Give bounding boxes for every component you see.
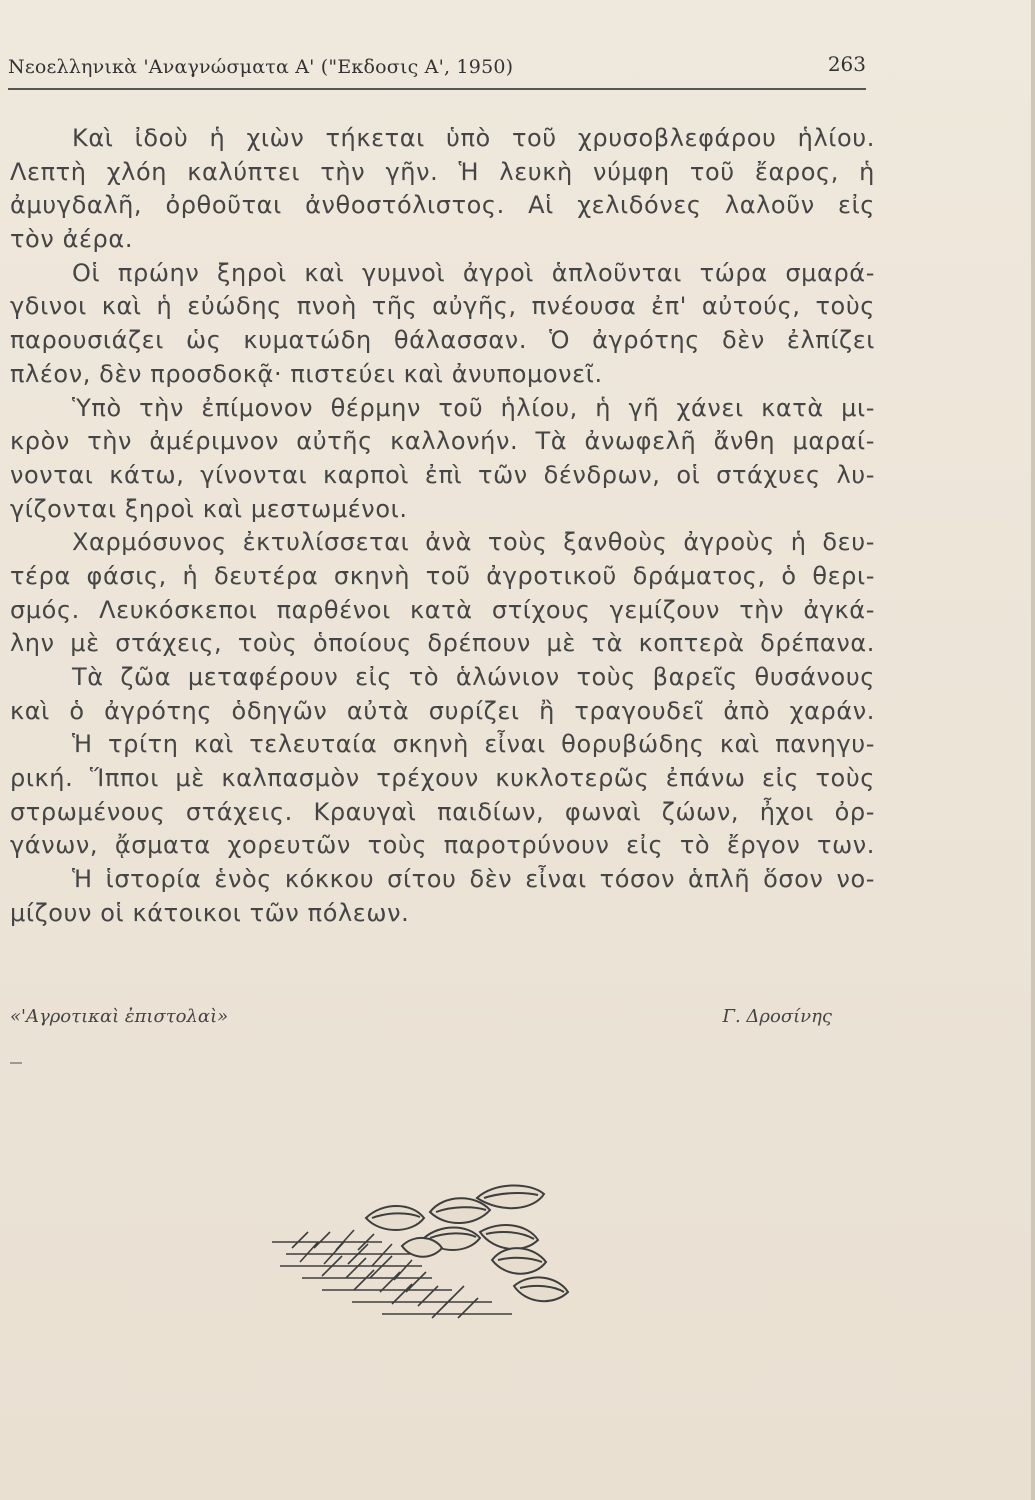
running-header bbox=[8, 52, 866, 86]
text-line: Χαρμόσυνος ἐκτυλίσσεται ἀνὰ τοὺς ξανθοὺς ἀγροὺς ἡ δευ- bbox=[72, 528, 875, 557]
text-line: πλέον, δὲν προσδοκᾷ· πιστεύει καὶ ἀνυπομονεῖ. bbox=[10, 359, 603, 388]
text-line: γίζονται ξηροὶ καὶ μεστωμένοι. bbox=[10, 494, 408, 523]
text-line: ἀμυγδαλῆ, ὀρθοῦται ἀνθοστόλιστος. Αἱ χελιδόνες λαλοῦν εἰς bbox=[10, 191, 875, 220]
article-body bbox=[10, 122, 875, 931]
book-title: Νεοελληνικὰ 'Αναγνώσματα Α' ("Εκδοσις Α', 1950) bbox=[8, 56, 514, 78]
page-number: 263 bbox=[827, 52, 866, 76]
text-line: γδινοι καὶ ἡ εὐώδης πνοὴ τῆς αὐγῆς, πνέουσα ἐπ' αὐτούς, τοὺς bbox=[10, 292, 875, 321]
text-line: ρική. Ἵπποι μὲ καλπασμὸν τρέχουν κυκλοτερῶς ἐπάνω εἰς τοὺς bbox=[10, 764, 875, 793]
source-title: «'Αγροτικαὶ ἐπιστολαὶ» bbox=[10, 1006, 229, 1027]
header-rule bbox=[8, 88, 866, 90]
text-line: λην μὲ στάχεις, τοὺς ὁποίους δρέπουν μὲ τὰ κοπτερὰ δρέπανα. bbox=[10, 629, 875, 658]
text-line: Ἡ τρίτη καὶ τελευταία σκηνὴ εἶναι θορυβώδης καὶ πανηγυ- bbox=[72, 730, 875, 759]
text-line: κρὸν τὴν ἀμέριμνον αὐτῆς καλλονήν. Τὰ ἀνωφελῆ ἄνθη μαραί- bbox=[10, 427, 875, 456]
text-line: Ἡ ἱστορία ἑνὸς κόκκου σίτου δὲν εἶναι τόσον ἁπλῆ ὅσον νο- bbox=[72, 865, 875, 894]
text-line: τέρα φάσις, ἡ δευτέρα σκηνὴ τοῦ ἀγροτικοῦ δράματος, ὁ θερι- bbox=[10, 561, 875, 590]
margin-mark bbox=[10, 1062, 22, 1064]
text-line: σμός. Λευκόσκεποι παρθένοι κατὰ στίχους γεμίζουν τὴν ἀγκά- bbox=[10, 595, 875, 624]
text-line: νονται κάτω, γίνονται καρποὶ ἐπὶ τῶν δένδρων, οἱ στάχυες λυ- bbox=[10, 460, 875, 489]
text-line: τὸν ἀέρα. bbox=[10, 225, 134, 254]
wheat-grains-illustration-icon bbox=[262, 1180, 592, 1330]
text-line: Οἱ πρώην ξηροὶ καὶ γυμνοὶ ἀγροὶ ἁπλοῦνται τώρα σμαρά- bbox=[72, 258, 875, 287]
text-line: Τὰ ζῶα μεταφέρουν εἰς τὸ ἁλώνιον τοὺς βαρεῖς θυσάνους bbox=[72, 663, 875, 691]
text-line: παρουσιάζει ὡς κυματώδη θάλασσαν. Ὁ ἀγρότης δὲν ἐλπίζει bbox=[10, 326, 875, 355]
text-line: Καὶ ἰδοὺ ἡ χιὼν τήκεται ὑπὸ τοῦ χρυσοβλεφάρου ἡλίου. bbox=[72, 124, 875, 152]
author-name: Γ. Δροσίνης bbox=[722, 1006, 832, 1027]
page-edge bbox=[1031, 0, 1035, 1500]
attribution bbox=[10, 1006, 860, 1034]
text-line: Λεπτὴ χλόη καλύπτει τὴν γῆν. Ἡ λευκὴ νύμφη τοῦ ἔαρος, ἡ bbox=[10, 157, 875, 186]
text-line: στρωμένους στάχεις. Κραυγαὶ παιδίων, φωναὶ ζώων, ἦχοι ὀρ- bbox=[10, 797, 875, 826]
text-line: Ὑπὸ τὴν ἐπίμονον θέρμην τοῦ ἡλίου, ἡ γῆ χάνει κατὰ μι- bbox=[72, 393, 875, 422]
text-line: γάνων, ᾄσματα χορευτῶν τοὺς παροτρύνουν εἰς τὸ ἔργον των. bbox=[10, 831, 875, 860]
text-line: μίζουν οἱ κάτοικοι τῶν πόλεων. bbox=[10, 898, 410, 927]
text-line: καὶ ὁ ἀγρότης ὁδηγῶν αὐτὰ συρίζει ἢ τραγουδεῖ ἀπὸ χαράν. bbox=[10, 696, 875, 725]
